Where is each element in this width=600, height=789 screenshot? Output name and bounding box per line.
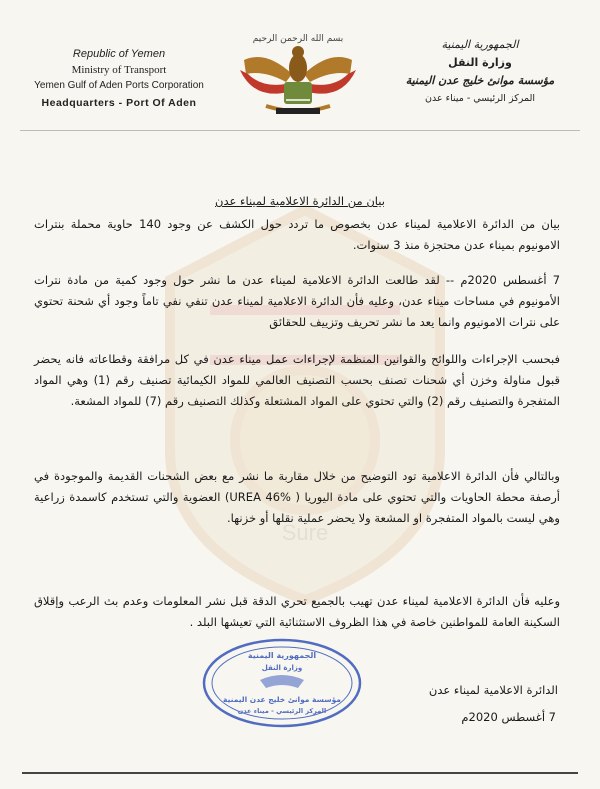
emblem-basmala: بسم الله الرحمن الرحيم [252,34,344,44]
header-office-en: Headquarters - Port Of Aden [41,97,197,109]
header-country-en: Republic of Yemen [72,48,166,60]
signature-department: الدائرة الاعلامية لميناء عدن [428,683,558,697]
paragraph-denial: 7 أغسطس 2020م -- لقد طالعت الدائرة الاعلامية لميناء عدن ما نشر حول وجود كمية من مادة نترات الأمونيوم في مساحات ميناء عدن، وعليه فأن الدائرة الاعلامية لميناء عدن تنفي نفي تاماً وجود أي شحنة تحتوي على نترات الامونيوم وانما يعد ما نشر تحريف وتزييف للحقائق [34,273,561,329]
stamp-eagle-icon [260,675,304,688]
stamp-line3: مؤسسة موانئ خليج عدن اليمنية [223,695,341,704]
paragraph-regulations: فبحسب الإجراءات واللوائح والقوانين المنظمة لإجراءات عمل ميناء عدن في كل مرافقة وقطاعاته فانه يحضر قبول مناولة وخزن أي شحنات تصنف بحسب التصنيف العالمي للمواد الكيمائية تصنيف رقم (1) وهي المواد المتفجرة والتصنيف رقم (2) والتي تحتوي على المواد المشتعلة وكذلك التصنيف رقم (7) للمواد المشعة. [34,352,560,408]
header-corporation-ar: مؤسسة موانئ خليج عدن اليمنية [405,74,555,87]
stamp-line4: المركز الرئيسي - ميناء عدن [237,707,327,715]
header-arabic [390,36,570,108]
official-stamp [200,636,364,730]
header-divider [20,130,580,131]
footer-divider [22,772,578,774]
header-ministry-ar: وزارة النقل [448,56,512,69]
letter-title: بيان من الدائرة الاعلامية لميناء عدن [215,194,385,208]
yemen-eagle-emblem-icon [236,30,360,116]
stamp-line2: وزارة النقل [261,664,303,672]
header-ministry-en: Ministry of Transport [71,64,167,76]
header-country-ar: الجمهورية اليمنية [441,38,519,51]
paragraph-appeal: وعليه فأن الدائرة الاعلامية لميناء عدن تهيب بالجميع تحري الدقة قبل نشر المعلومات وعدم بث الرعب وإقلاق السكينة العامة للمواطنين خاصة في هذا الظروف الاستثنائية التي تعيشها البلد . [34,594,560,629]
paragraph-intro: بيان من الدائرة الاعلامية لميناء عدن بخصوص ما تردد حول الكشف عن وجود 140 حاوية محملة بنترات الامونيوم بميناء عدن محتجزة منذ 3 سنوات. [34,217,561,252]
header-office-ar: المركز الرئيسي - ميناء عدن [424,93,536,104]
watermark-text: Sure [281,520,329,545]
header-corporation-en: Yemen Gulf of Aden Ports Corporation [34,80,204,91]
header-english [24,46,214,112]
letter-date: 7 أغسطس 2020م [461,710,556,724]
paragraph-clarification: وبالتالي فأن الدائرة الاعلامية تود التوضيح من خلال مقاربة ما نشر مع بعض الشحنات القديمة والموجودة في أرصفة محطة الحاويات والتي تحتوي على مادة اليوريا ( UREA 46%) العضوية والتي تستخدم كاسمدة زراعية وهي ليست بالمواد المتفجرة او المشعة ولا يحضر عملية نقلها أو خزنها. [34,469,560,525]
stamp-top-text: الجمهورية اليمنية [247,651,317,660]
